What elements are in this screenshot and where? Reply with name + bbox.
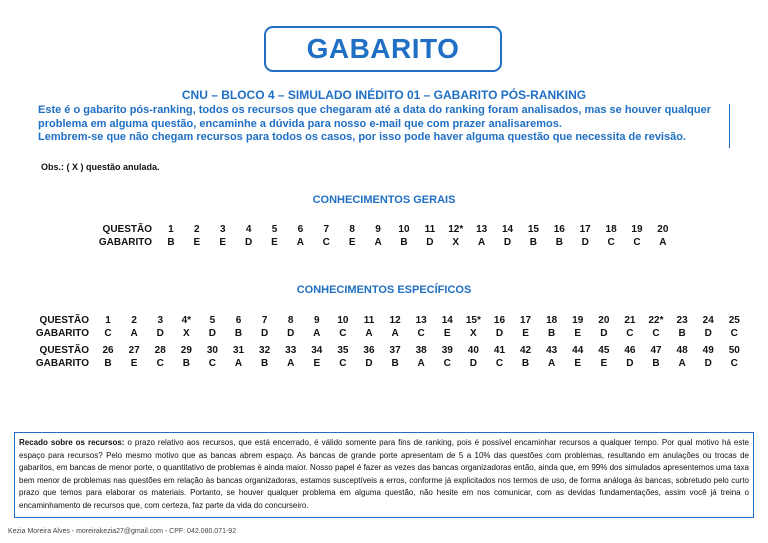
appeals-notice-label: Recado sobre os recursos: <box>19 438 125 447</box>
question-row <box>94 223 676 236</box>
answer-cell: 28 <box>154 345 166 356</box>
answer-cell: D <box>365 358 373 369</box>
answer-cell: 49 <box>702 345 714 356</box>
answer-cell: E <box>193 237 201 248</box>
answer-cell: 12 <box>389 315 401 326</box>
answer-cell: 33 <box>285 345 297 356</box>
answer-cell: 17 <box>519 315 532 326</box>
answer-cell: 18 <box>605 224 617 235</box>
answer-cell: C <box>607 237 615 248</box>
answer-cell: E <box>348 237 356 248</box>
document-subtitle: CNU – BLOCO 4 – SIMULADO INÉDITO 01 – GABARITO PÓS-RANKING <box>181 88 587 102</box>
answer-cell: 5 <box>209 315 216 326</box>
answer-cell: 38 <box>415 345 427 356</box>
answer-cell: E <box>443 328 451 339</box>
row-label: QUESTÃO <box>39 315 89 326</box>
answer-cell: 1 <box>105 315 111 326</box>
answer-cell: 22* <box>648 315 664 326</box>
answer-cell: D <box>287 328 295 339</box>
answer-row <box>94 236 676 249</box>
answer-cell: 21 <box>624 315 636 326</box>
answer-cell: 3 <box>157 315 164 326</box>
answer-cell: 43 <box>546 345 558 356</box>
answer-cell: A <box>417 358 425 369</box>
intro-notice <box>38 104 730 148</box>
answer-cell: A <box>234 358 243 369</box>
answer-cell: C <box>495 358 504 369</box>
answer-cell: B <box>400 237 408 248</box>
answer-cell: 11 <box>363 315 375 326</box>
answer-cell: 15 <box>527 224 539 235</box>
answer-cell: D <box>156 328 164 339</box>
answer-cell: 34 <box>311 345 323 356</box>
answer-cell: 14 <box>501 224 514 235</box>
answer-cell: E <box>219 237 227 248</box>
answer-cell: 13 <box>415 315 427 326</box>
answer-cell: C <box>633 237 641 248</box>
answer-cell: E <box>574 328 582 339</box>
answer-cell: 39 <box>441 345 453 356</box>
answer-cell: 31 <box>232 345 245 356</box>
answer-cell: 7 <box>261 315 268 326</box>
row-label: GABARITO <box>98 237 152 248</box>
answer-cell: 10 <box>398 224 410 235</box>
answer-cell: A <box>130 328 138 339</box>
answer-cell: X <box>452 237 460 248</box>
section-title-gerais: CONHECIMENTOS GERAIS <box>312 194 456 206</box>
answer-cell: C <box>156 358 164 369</box>
answer-cell: D <box>503 237 512 248</box>
answer-cell: A <box>391 328 399 339</box>
answer-cell: 1 <box>168 224 174 235</box>
answer-cell: B <box>234 328 243 339</box>
answer-cell: 7 <box>323 224 330 235</box>
answer-cell: E <box>313 358 321 369</box>
answer-cell: A <box>548 358 556 369</box>
answer-cell: 5 <box>271 224 278 235</box>
answer-cell: X <box>470 328 477 339</box>
intro-line: Este é o gabarito pós-ranking, todos os recursos que chegaram até a data do ranking foram analisados, mas se houver qualquer <box>38 104 712 116</box>
answer-cell: 25 <box>728 315 740 326</box>
answer-cell: 29 <box>180 345 192 356</box>
answer-cell: C <box>322 237 330 248</box>
row-label: GABARITO <box>35 358 89 369</box>
answer-cell: 9 <box>314 315 320 326</box>
answer-cell: 46 <box>624 345 636 356</box>
answer-cell: 30 <box>206 345 218 356</box>
answer-cell: 48 <box>676 345 688 356</box>
intro-line: problema em alguma questão, encaminhe a dúvida para nosso e-mail que com prazer analisaremos. <box>38 117 562 130</box>
answer-cell: 8 <box>287 315 294 326</box>
answer-row <box>27 357 747 370</box>
answer-cell: C <box>730 358 738 369</box>
intro-line: Lembrem-se que não chegam recursos para todos os casos, por isso pode haver alguma questão que necessita de revisão. <box>38 131 687 143</box>
answer-cell: D <box>626 358 634 369</box>
answer-cell: C <box>652 328 660 339</box>
page-title: GABARITO <box>264 26 502 72</box>
answer-cell: D <box>495 328 504 339</box>
answer-cell: 23 <box>676 315 688 326</box>
answer-cell: 36 <box>363 345 375 356</box>
answer-cell: B <box>167 237 175 248</box>
answer-cell: A <box>678 358 686 369</box>
answer-cell: 19 <box>572 315 584 326</box>
answer-cell: 45 <box>598 345 610 356</box>
answer-cell: 44 <box>572 345 584 356</box>
footer-watermark: Kezia Moreira Alves - moreirakezia27@gmail.com - CPF: 042.080.071-92 <box>8 528 237 535</box>
answer-cell: C <box>104 328 112 339</box>
answer-cell: 6 <box>297 224 304 235</box>
answer-cell: E <box>522 328 529 339</box>
answer-cell: B <box>260 358 269 369</box>
answer-cell: 32 <box>259 345 271 356</box>
answer-cell: 24 <box>702 315 714 326</box>
answer-cell: 18 <box>546 315 558 326</box>
answer-cell: 13 <box>476 224 488 235</box>
answer-cell: D <box>581 237 589 248</box>
answer-cell: 40 <box>467 345 479 356</box>
answer-cell: B <box>652 358 660 369</box>
answer-cell: 6 <box>235 315 242 326</box>
answer-row <box>27 327 747 340</box>
answer-cell: B <box>104 358 112 369</box>
answer-cell: E <box>600 358 608 369</box>
answer-cell: 41 <box>493 345 506 356</box>
appeals-notice <box>14 432 754 518</box>
question-row <box>27 314 747 327</box>
answer-cell: B <box>529 237 538 248</box>
answer-cell: 20 <box>657 224 669 235</box>
answer-cell: C <box>626 328 634 339</box>
answer-cell: B <box>182 358 190 369</box>
answer-cell: A <box>365 328 373 339</box>
answer-cell: 20 <box>598 315 610 326</box>
answer-cell: A <box>478 237 486 248</box>
answer-cell: 11 <box>424 224 436 235</box>
answer-cell: B <box>678 328 686 339</box>
answer-cell: 4* <box>181 315 192 326</box>
answer-cell: 4 <box>245 224 252 235</box>
answer-cell: 2 <box>131 315 137 326</box>
answer-cell: 8 <box>349 224 355 235</box>
answer-cell: D <box>469 358 477 369</box>
answer-cell: B <box>391 358 399 369</box>
answer-cell: D <box>704 328 712 339</box>
answer-cell: 10 <box>337 315 349 326</box>
answer-cell: 42 <box>519 345 532 356</box>
answer-table-especificos <box>27 314 747 370</box>
answer-cell: 35 <box>337 345 349 356</box>
answer-cell: A <box>296 237 305 248</box>
answer-cell: 15* <box>465 315 481 326</box>
answer-cell: 3 <box>219 224 226 235</box>
row-label: GABARITO <box>35 328 89 339</box>
answer-cell: B <box>548 328 556 339</box>
row-label: QUESTÃO <box>39 345 89 356</box>
answer-table-gerais <box>94 223 676 249</box>
answer-cell: D <box>208 328 217 339</box>
answer-cell: A <box>374 237 382 248</box>
answer-cell: 37 <box>389 345 401 356</box>
answer-cell: C <box>339 358 347 369</box>
answer-cell: 9 <box>375 224 381 235</box>
answer-cell: D <box>260 328 269 339</box>
answer-cell: 16 <box>553 224 565 235</box>
answer-cell: B <box>555 237 563 248</box>
section-title-especificos: CONHECIMENTOS ESPECÍFICOS <box>296 284 472 296</box>
answer-cell: 16 <box>493 315 506 326</box>
answer-cell: 14 <box>441 315 453 326</box>
obs-note: Obs.: ( X ) questão anulada. <box>41 162 160 172</box>
answer-cell: C <box>443 358 451 369</box>
answer-cell: 19 <box>631 224 643 235</box>
answer-cell: 50 <box>728 345 740 356</box>
answer-cell: D <box>426 237 434 248</box>
answer-cell: A <box>313 328 321 339</box>
answer-cell: C <box>339 328 347 339</box>
answer-cell: D <box>704 358 712 369</box>
answer-cell: 2 <box>194 224 200 235</box>
answer-cell: C <box>208 358 217 369</box>
question-row <box>27 344 747 357</box>
answer-cell: E <box>574 358 582 369</box>
answer-cell: E <box>130 358 138 369</box>
answer-cell: C <box>730 328 738 339</box>
answer-cell: B <box>521 358 530 369</box>
answer-cell: A <box>287 358 295 369</box>
answer-cell: D <box>600 328 608 339</box>
row-label: QUESTÃO <box>102 224 152 235</box>
answer-cell: 26 <box>102 345 114 356</box>
answer-cell: 47 <box>650 345 662 356</box>
answer-cell: 17 <box>579 224 591 235</box>
answer-cell: 12* <box>448 224 464 235</box>
answer-cell: C <box>417 328 425 339</box>
answer-cell: E <box>271 237 278 248</box>
answer-cell: X <box>182 328 190 339</box>
answer-cell: 27 <box>128 345 140 356</box>
answer-cell: D <box>245 237 253 248</box>
answer-cell: A <box>659 237 667 248</box>
appeals-notice-text: o prazo relativo aos recursos, que está encerrado, é válido somente para fins de ranking, pois é possível encaminhar recursos a qualquer tempo. Por qual motivo há este espaço para recursos? Pelo mesmo motivo que as bancas abrem espaço. As bancas de grande porte apresentam de 5 a 10% das questões com problemas, resultando em anulações ou trocas de gabaritos, em bancas de menor porte, o quantitativo de problemas é ainda maior. Nosso papel é fazer as vezes das bancas organizadoras então, ainda que, em 99% dos simulados apresentemos uma taxa bem menor de problemas nas questões em relação às bancas organizadoras, estamos susceptíveis a erros, conforme já explicitados nos termos de uso, de forma análoga às bancas, sobretudo pelo curto prazo que temos para elaborar os materiais. Portanto, se houver qualquer problema em alguma questão, não hesite em nos comunicar, com as devidas fundamentações, assim você já treina o encaminhamento de recursos que, com certeza, faz parte da vida do concurseiro. <box>19 438 750 510</box>
